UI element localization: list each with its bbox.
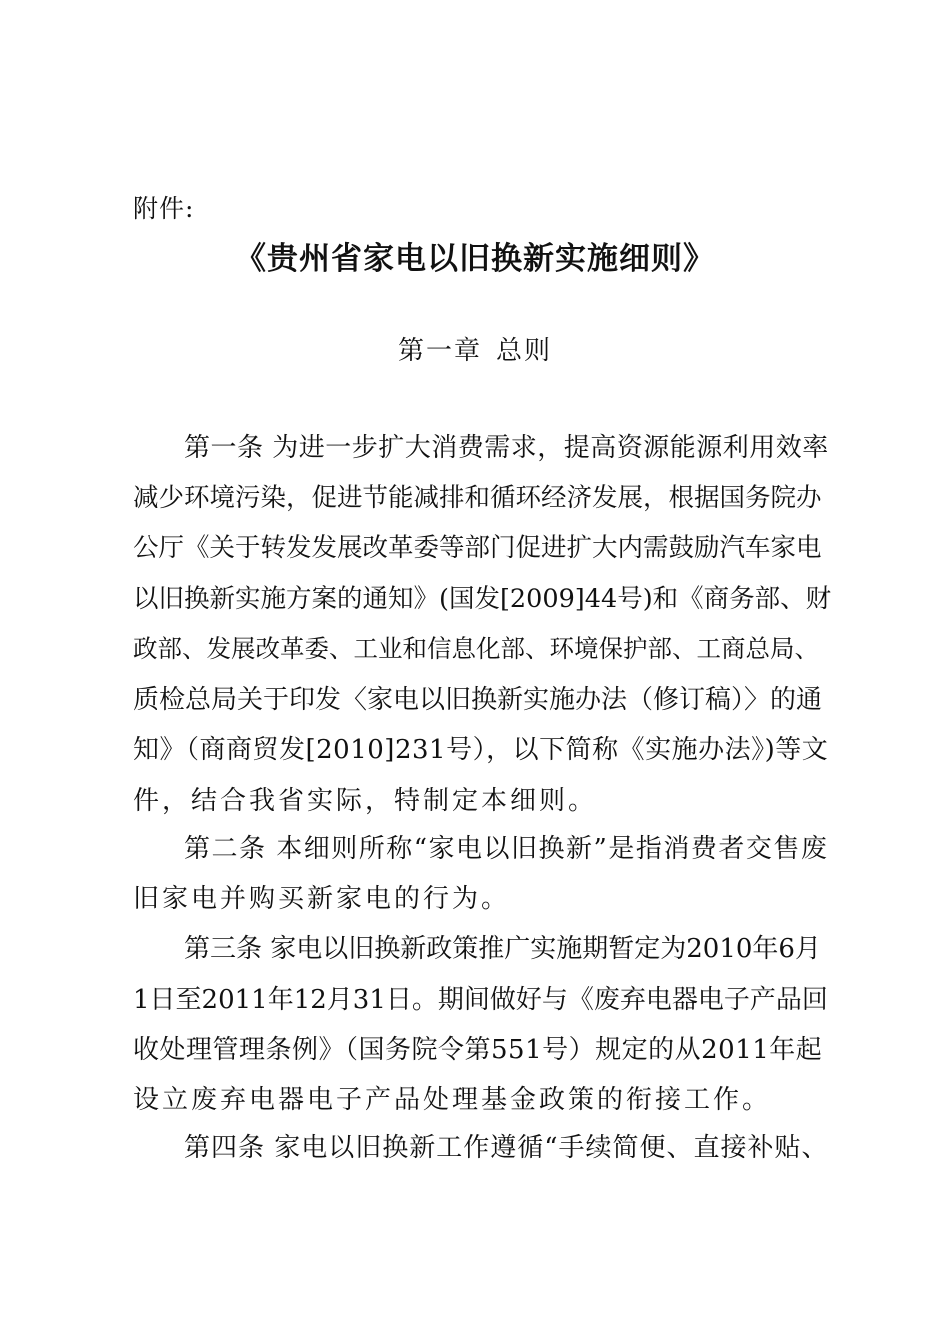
article-2-line-2: 旧家电并购买新家电的行为。: [133, 884, 511, 914]
article-4-line-1: 第四条 家电以旧换新工作遵循“手续简便、直接补贴、: [184, 1133, 829, 1163]
article-3-line-4: 设立废弃电器电子产品处理基金政策的衔接工作。: [133, 1085, 772, 1115]
article-1-line-7: 知》（商商贸发[2010]231号），以下简称《实施办法》)等文: [133, 735, 829, 765]
document-title: 《贵州省家电以旧换新实施细则》: [235, 241, 715, 277]
chapter-number: 第一章: [397, 336, 482, 366]
article-3-line-3: 收处理管理条例》（国务院令第551号）规定的从2011年起: [133, 1035, 823, 1065]
chapter-heading: [0, 333, 950, 369]
article-2-line-1: 第二条 本细则所称“家电以旧换新”是指消费者交售废: [184, 834, 829, 864]
article-1-line-6: 质检总局关于印发〈家电以旧换新实施办法（修订稿）〉的通: [133, 685, 823, 715]
article-1-line-4: 以旧换新实施方案的通知》(国发[2009]44号)和《商务部、财: [133, 584, 832, 614]
article-1-line-1: 第一条 为进一步扩大消费需求，提高资源能源利用效率: [184, 433, 829, 463]
article-1-line-2: 减少环境污染，促进节能减排和循环经济发展，根据国务院办: [133, 483, 822, 513]
article-3-line-1: 第三条 家电以旧换新政策推广实施期暂定为2010年6月: [184, 934, 821, 964]
attachment-label: 附件:: [133, 194, 195, 223]
article-1-line-3: 公厅《关于转发发展改革委等部门促进扩大内需鼓励汽车家电: [133, 533, 822, 563]
article-1-line-5: 政部、发展改革委、工业和信息化部、环境保护部、工商总局、: [133, 634, 819, 663]
article-1-line-8: 件，结合我省实际，特制定本细则。: [133, 786, 598, 816]
article-3-line-2: 1日至2011年12月31日。期间做好与《废弃电器电子产品回: [133, 985, 828, 1015]
chapter-name: 总则: [496, 336, 553, 366]
